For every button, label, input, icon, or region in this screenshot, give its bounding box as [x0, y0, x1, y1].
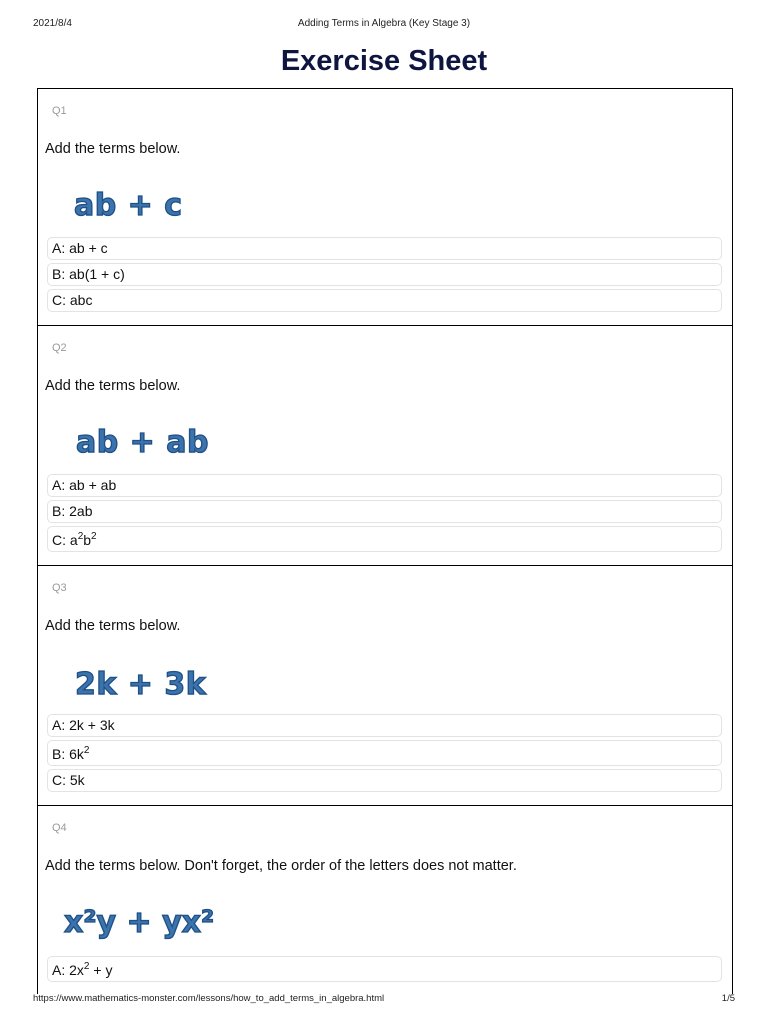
- answer-options: [47, 474, 722, 555]
- answer-option-b[interactable]: B: $6k^2$: [47, 740, 722, 766]
- question-number: Q4: [52, 822, 67, 834]
- question-number: Q2: [52, 342, 67, 354]
- answer-options: [47, 956, 722, 985]
- question-4: [38, 806, 732, 994]
- answer-option-a[interactable]: A: ab + ab: [47, 474, 722, 497]
- question-2: [38, 326, 732, 566]
- page-number: 1/5: [721, 993, 735, 1004]
- answer-options: [47, 714, 722, 795]
- question-expression: ab + ab: [76, 425, 209, 460]
- question-expression: x²y + yx²: [64, 905, 215, 940]
- question-number: Q3: [52, 582, 67, 594]
- question-prompt: Add the terms below.: [45, 378, 181, 394]
- answer-option-a[interactable]: A: $2x^2 + y$: [47, 956, 722, 982]
- question-prompt: Add the terms below.: [45, 141, 181, 157]
- question-prompt: Add the terms below.: [45, 618, 181, 634]
- answer-option-c[interactable]: C: 5k: [47, 769, 722, 792]
- print-footer: [0, 993, 768, 1007]
- question-1: [38, 89, 732, 326]
- question-list: [37, 88, 733, 994]
- print-date: 2021/8/4: [33, 18, 72, 29]
- question-3: [38, 566, 732, 806]
- answer-option-a[interactable]: A: ab + c: [47, 237, 722, 260]
- answer-options: [47, 237, 722, 315]
- question-expression: ab + c: [74, 188, 183, 223]
- answer-option-c[interactable]: C: abc: [47, 289, 722, 312]
- answer-option-c[interactable]: C: $a^2b^2$: [47, 526, 722, 552]
- question-number: Q1: [52, 105, 67, 117]
- question-prompt: Add the terms below. Don't forget, the order of the letters does not matter.: [45, 858, 517, 874]
- question-expression: 2k + 3k: [75, 667, 207, 702]
- answer-option-b[interactable]: B: ab(1 + c): [47, 263, 722, 286]
- answer-option-b[interactable]: B: 2ab: [47, 500, 722, 523]
- answer-option-a[interactable]: A: 2k + 3k: [47, 714, 722, 737]
- print-url: https://www.mathematics-monster.com/lessons/how_to_add_terms_in_algebra.html: [33, 993, 385, 1004]
- print-document-title: Adding Terms in Algebra (Key Stage 3): [297, 18, 471, 29]
- print-header: [0, 18, 768, 32]
- page-title: Exercise Sheet: [280, 45, 488, 77]
